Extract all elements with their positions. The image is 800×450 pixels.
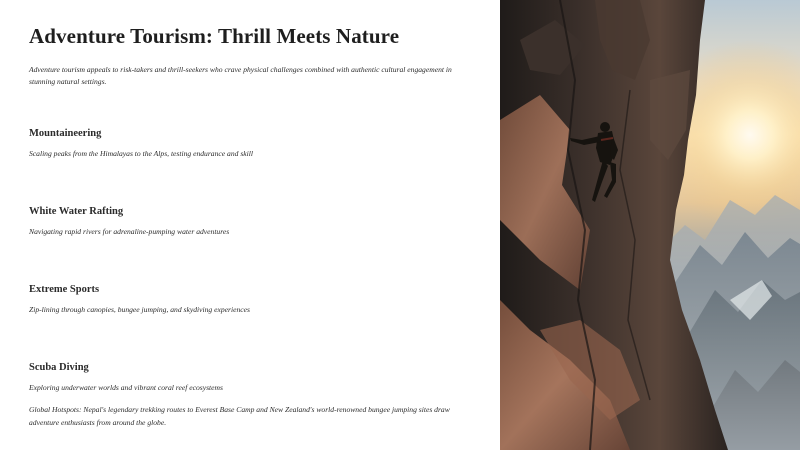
section-desc-mountaineering: Scaling peaks from the Himalayas to the Alps, testing endurance and skill	[29, 149, 253, 158]
section-title-scuba-diving: Scuba Diving	[29, 362, 89, 373]
section-title-rafting: White Water Rafting	[29, 206, 124, 217]
climber-photo	[500, 0, 800, 450]
section-desc-scuba-diving: Exploring underwater worlds and vibrant coral reef ecosystems	[29, 383, 223, 392]
global-hotspots-paragraph: Global Hotspots: Nepal's legendary trekking routes to Everest Base Camp and New Zealand's world-renowned bungee jumping sites draw adventure enthusiasts from around the globe.	[29, 405, 450, 427]
section-desc-rafting: Navigating rapid rivers for adrenaline-pumping water adventures	[29, 227, 230, 236]
section-title-mountaineering: Mountaineering	[29, 128, 102, 139]
section-desc-extreme-sports: Zip-lining through canopies, bungee jumping, and skydiving experiences	[29, 305, 250, 314]
intro-paragraph: Adventure tourism appeals to risk-takers and thrill-seekers who crave physical challenges combined with authentic cultural engagement in stunning natural settings.	[29, 65, 452, 86]
section-title-extreme-sports: Extreme Sports	[29, 284, 100, 295]
slide-title: Adventure Tourism: Thrill Meets Nature	[29, 24, 400, 48]
